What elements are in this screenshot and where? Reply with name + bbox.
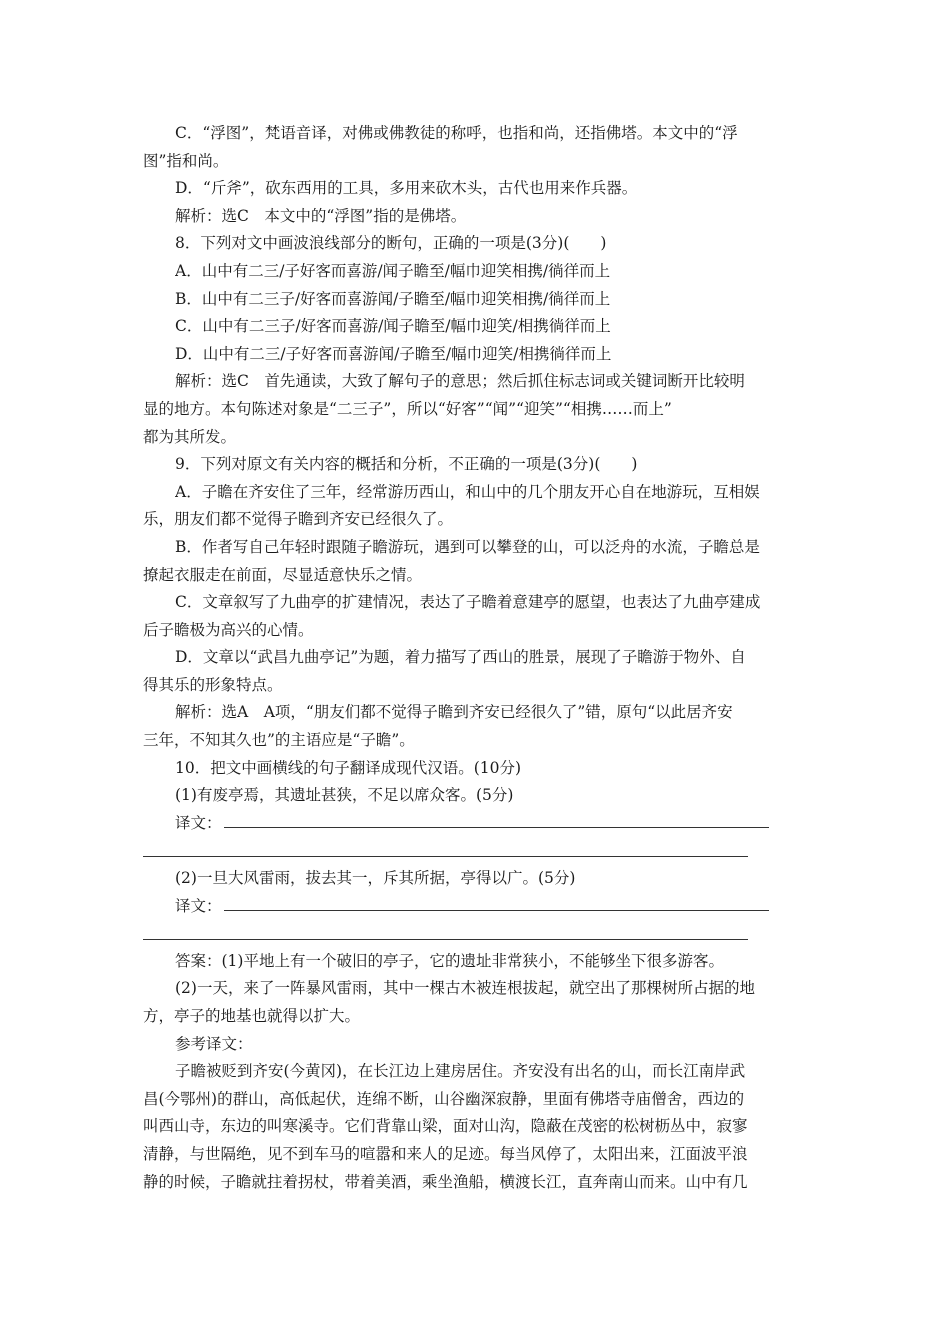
text-line-continued: 静的时候，子瞻就拄着拐杖，带着美酒，乘坐渔船，横渡长江，直奔南山而来。山中有几 xyxy=(143,1172,748,1191)
text-line: B．山中有二三子/好客而喜游闻/子瞻至/幅巾迎笑相携/徜徉而上 xyxy=(175,289,611,308)
text-line: 解析：选A A项，“朋友们都不觉得子瞻到齐安已经很久了”错，原句“以此居齐安 xyxy=(175,703,733,722)
text-line: 8．下列对文中画波浪线部分的断句，正确的一项是(3分)( ) xyxy=(175,234,607,253)
text-line: (2)一旦大风雷雨，拔去其一，斥其所据，亭得以广。(5分) xyxy=(175,869,576,888)
text-line: C．文章叙写了九曲亭的扩建情况，表达了子瞻着意建亭的愿望，也表达了九曲亭建成 xyxy=(175,593,761,612)
text-line: A．子瞻在齐安住了三年，经常游历西山，和山中的几个朋友开心自在地游玩，互相娱 xyxy=(175,482,760,501)
text-line-continued: 乐，朋友们都不觉得子瞻到齐安已经很久了。 xyxy=(143,510,454,529)
answer-blank[interactable] xyxy=(224,896,769,911)
text-line-continued: 后子瞻极为高兴的心情。 xyxy=(143,620,314,639)
text-line: (1)有废亭焉，其遗址甚狭，不足以席众客。(5分) xyxy=(175,786,514,805)
text-line-continued: 叫西山寺，东边的叫寒溪寺。它们背靠山梁，面对山沟，隐蔽在茂密的松树枥丛中，寂寥 xyxy=(143,1117,748,1136)
text-line-continued: 显的地方。本句陈述对象是“二三子”，所以“好客”“闻”“迎笑”“相携……而上” xyxy=(143,399,672,418)
text-line: D．山中有二三/子好客而喜游闻/子瞻至/幅巾迎笑/相携徜徉而上 xyxy=(175,344,612,363)
text-line: 解析：选C 首先通读，大致了解句子的意思；然后抓住标志词或关键词断开比较明 xyxy=(175,372,745,391)
answer-blank-line xyxy=(143,920,815,948)
text-line: A．山中有二三/子好客而喜游/闻子瞻至/幅巾迎笑相携/徜徉而上 xyxy=(175,261,611,280)
text-line-continued: 得其乐的形象特点。 xyxy=(143,675,283,694)
underline-rule xyxy=(143,856,748,857)
underline-rule xyxy=(143,939,748,940)
text-line: B．作者写自己年轻时跟随子瞻游玩，遇到可以攀登的山，可以泛舟的水流，子瞻总是 xyxy=(175,537,760,556)
answer-blank[interactable] xyxy=(224,813,769,828)
text-line: D．“斤斧”，砍东西用的工具，多用来砍木头，古代也用来作兵器。 xyxy=(175,179,638,198)
text-line-continued: 图”指和尚。 xyxy=(143,151,229,170)
text-line-continued: 都为其所发。 xyxy=(143,427,237,446)
text-line: D．文章以“武昌九曲亭记”为题，着力描写了西山的胜景，展现了子瞻游于物外、自 xyxy=(175,648,746,667)
text-line: C．山中有二三子/好客而喜游/闻子瞻至/幅巾迎笑/相携徜徉而上 xyxy=(175,317,611,336)
answer-line xyxy=(175,810,815,838)
text-line-continued: 方，亭子的地基也就得以扩大。 xyxy=(143,1007,361,1025)
text-line-continued: 昌(今鄂州)的群山，高低起伏，连绵不断，山谷幽深寂静，里面有佛塔寺庙僧舍，西边的 xyxy=(143,1089,745,1108)
text-line-continued: 撩起衣服走在前面，尽显适意快乐之情。 xyxy=(143,565,423,584)
answer-label: 译文： xyxy=(175,896,222,915)
text-line: 子瞻被贬到齐安(今黄冈)，在长江边上建房居住。齐安没有出名的山，而长江南岸武 xyxy=(175,1062,746,1081)
text-line: 答案：(1)平地上有一个破旧的亭子，它的遗址非常狭小，不能够坐下很多游客。 xyxy=(175,951,724,970)
answer-label: 译文： xyxy=(175,813,222,832)
text-line: (2)一天，来了一阵暴风雷雨，其中一棵古木被连根拔起，就空出了那棵树所占据的地 xyxy=(175,979,755,998)
text-line: 解析：选C 本文中的“浮图”指的是佛塔。 xyxy=(175,206,467,225)
text-line: 10．把文中画横线的句子翻译成现代汉语。(10分) xyxy=(175,758,522,777)
document-body xyxy=(143,120,815,1196)
text-line: C．“浮图”，梵语音译，对佛或佛教徒的称呼，也指和尚，还指佛塔。本文中的“浮 xyxy=(175,124,738,142)
text-line-continued: 三年，不知其久也”的主语应是“子瞻”。 xyxy=(143,731,415,750)
text-line: 9．下列对原文有关内容的概括和分析，不正确的一项是(3分)( ) xyxy=(175,455,638,474)
answer-line xyxy=(175,893,815,921)
answer-blank-line xyxy=(143,837,815,865)
text-line-continued: 清静，与世隔绝，见不到车马的喧嚣和来人的足迹。每当风停了，太阳出来，江面波平浪 xyxy=(143,1144,748,1163)
text-line: 参考译文： xyxy=(175,1034,253,1053)
